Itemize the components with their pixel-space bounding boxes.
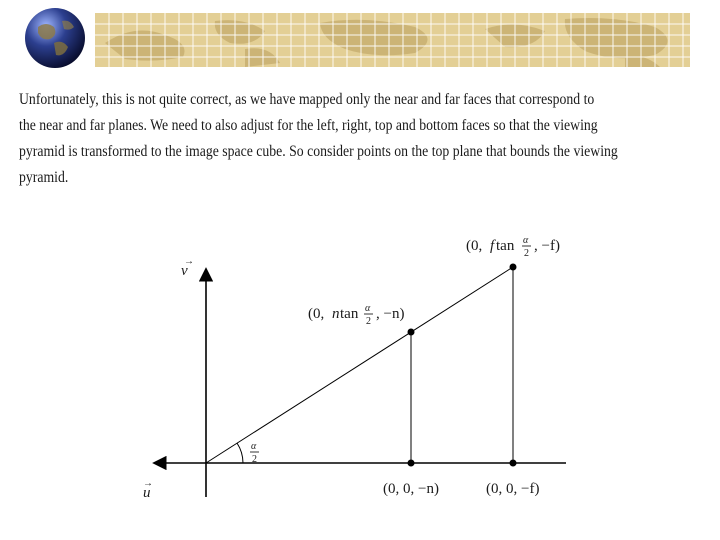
near-label-post: , −n)	[376, 306, 405, 322]
far-point-label	[466, 235, 560, 259]
near-top-point	[408, 329, 415, 336]
far-label-den: 2	[524, 248, 529, 259]
far-label-pre: (0,	[466, 238, 483, 254]
near-label-num: α	[365, 303, 371, 314]
u-vector-arrow-icon: →	[143, 478, 153, 489]
near-label-pre: (0,	[308, 306, 325, 322]
far-label-post: , −f)	[534, 238, 560, 254]
near-label-fn: tan	[340, 306, 359, 322]
paragraph-line: Unfortunately, this is not quite correct, as we have mapped only the near and far faces that correspond to	[19, 91, 595, 108]
u-axis-label: u	[143, 485, 151, 501]
angle-numerator: α	[251, 441, 257, 452]
paragraph-line: the near and far planes. We need to also adjust for the left, right, top and bottom faces so that the viewing	[19, 117, 598, 134]
near-foot-point	[408, 460, 415, 467]
frustum-edge-line	[206, 267, 513, 463]
angle-arc	[237, 443, 243, 463]
v-vector-arrow-icon: →	[184, 256, 194, 267]
far-label-fn: tan	[496, 238, 515, 254]
near-label-var: n	[332, 306, 340, 322]
v-axis-label: v	[181, 263, 188, 279]
near-label-den: 2	[366, 316, 371, 327]
near-foot-label: (0, 0, −n)	[383, 481, 439, 497]
far-top-point	[510, 264, 517, 271]
far-foot-point	[510, 460, 517, 467]
far-label-num: α	[523, 235, 529, 246]
far-foot-label: (0, 0, −f)	[486, 481, 540, 497]
angle-denominator: 2	[252, 454, 257, 465]
far-label-var: f	[490, 238, 495, 254]
paragraph-line: pyramid.	[19, 169, 69, 186]
near-point-label	[308, 303, 404, 327]
paragraph-line: pyramid is transformed to the image space cube. So consider points on the top plane that bounds the viewing	[19, 143, 618, 160]
